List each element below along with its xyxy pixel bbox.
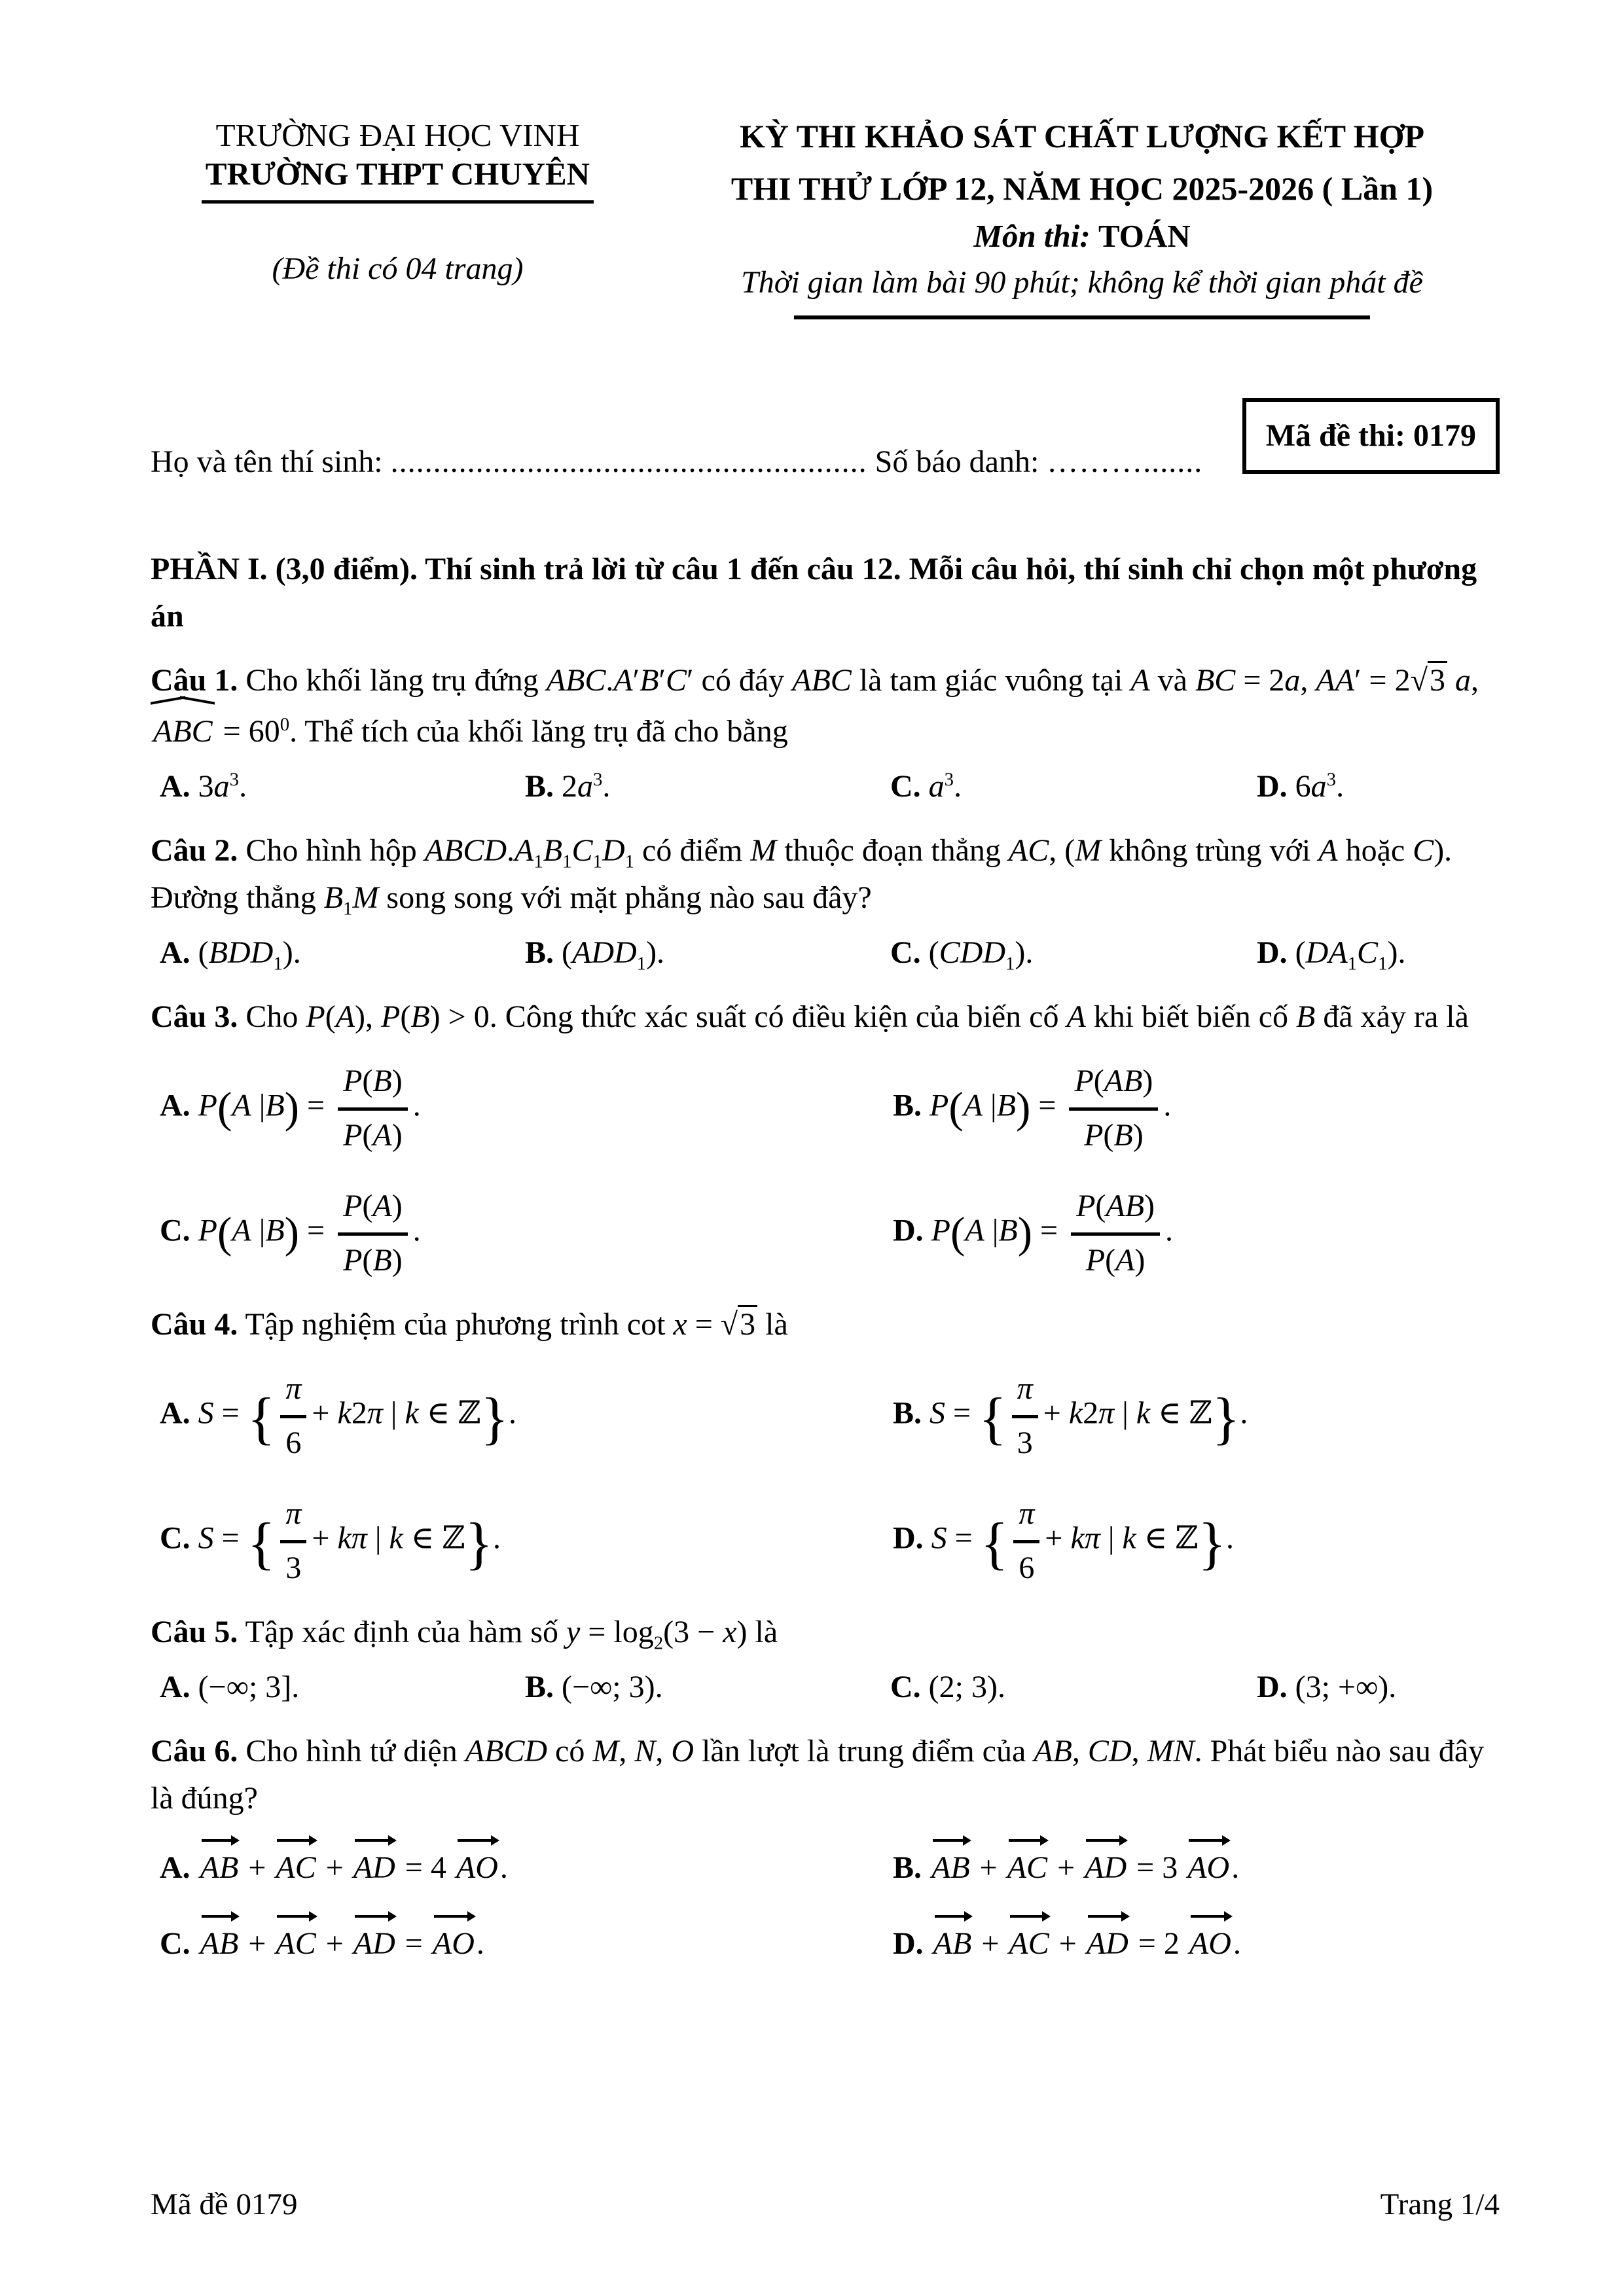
option-C: C. $a^3$. — [890, 769, 962, 804]
option-letter: A. — [160, 769, 190, 804]
option-letter: B. — [525, 1670, 554, 1705]
exam-title-line1: KỲ THI KHẢO SÁT CHẤT LƯỢNG KẾT HỢP — [739, 118, 1425, 154]
option-A: A. P(A |B) = $\frac{P(B)}{P(A)}$ . — [160, 1058, 893, 1159]
school-block — [151, 117, 645, 293]
option-letter: A. — [160, 1395, 190, 1431]
question-4 — [151, 1301, 1500, 1592]
school-name: TRƯỜNG THPT CHUYÊN — [151, 155, 645, 204]
option-letter: C. — [160, 1926, 190, 1962]
candidate-id-label: Số báo danh: — [875, 444, 1039, 480]
header-rule — [794, 315, 1370, 319]
option-D: D. $6a^3$. — [1257, 769, 1344, 804]
question-body: Câu 4. Tập nghiệm của phương trình cot x = √3 là — [151, 1301, 1500, 1348]
option-letter: C. — [890, 935, 921, 971]
question-6 — [151, 1728, 1500, 1967]
option-letter: B. — [525, 769, 554, 804]
option-letter: A. — [160, 1088, 190, 1123]
option-letter: C. — [890, 769, 921, 804]
option-letter: A. — [160, 935, 190, 971]
question-body: Câu 6. Cho hình tứ diện ABCD có M, N, O lần lượt là trung điểm của AB, CD, MN. Phát biểu nào sau đây là đúng? — [151, 1734, 1485, 1816]
question-2 — [151, 827, 1500, 977]
option-C: C. S = { $\frac{\pi}{3}$ + kπ | k ∈ ℤ}. — [160, 1490, 893, 1592]
page-footer — [151, 2181, 1500, 2228]
option-letter: B. — [893, 1850, 922, 1886]
question-label: Câu 6. — [151, 1734, 238, 1769]
candidate-name-label: Họ và tên thí sinh: — [151, 444, 383, 480]
option-C: C. (2; 3). — [890, 1670, 1005, 1705]
subject-line — [664, 217, 1500, 256]
option-A: A. AB + AC + AD = 4 AO. — [160, 1839, 893, 1892]
option-letter: B. — [893, 1395, 922, 1431]
option-letter: D. — [1257, 1670, 1288, 1705]
question-body: Câu 2. Cho hình hộp $ABCD.A_1B_1C_1D_1$ có điểm M thuộc đoạn thẳng AC, (M không trùng với A hoặc C). Đường thẳng $B_1M$ song song với mặt phẳng nào sau đây? — [151, 833, 1453, 920]
options — [151, 1365, 1500, 1592]
question-label: Câu 3. — [151, 999, 238, 1035]
option-D: D. P(A |B) = $\frac{P(AB)}{P(A)}$ . — [893, 1183, 1500, 1284]
question-label: Câu 5. — [151, 1615, 238, 1650]
options — [151, 1664, 1500, 1711]
option-D: D. (3; +∞). — [1257, 1670, 1397, 1705]
header — [151, 117, 1500, 319]
option-C: C. $(CDD_1)$. — [890, 935, 1034, 975]
option-letter: A. — [160, 1850, 190, 1886]
option-C: C. AB + AC + AD = AO. — [160, 1915, 893, 1967]
option-letter: D. — [893, 1520, 924, 1556]
option-letter: B. — [525, 935, 554, 971]
option-letter: D. — [1257, 769, 1288, 804]
option-letter: C. — [890, 1670, 921, 1705]
exam-title-block — [664, 117, 1500, 319]
option-A: A. (−∞; 3]. — [160, 1670, 300, 1705]
option-B: B. (−∞; 3). — [525, 1670, 663, 1705]
question-1 — [151, 657, 1500, 810]
option-D: D. AB + AC + AD = 2 AO. — [893, 1915, 1500, 1967]
page-count-note: (Đề thi có 04 trang) — [272, 251, 524, 286]
options — [151, 1058, 1500, 1284]
question-label: Câu 1. — [151, 663, 238, 698]
option-letter: C. — [160, 1520, 190, 1556]
option-D: D. $(DA_1C_1)$. — [1257, 935, 1406, 975]
option-letter: D. — [893, 1926, 924, 1962]
option-letter: B. — [893, 1088, 922, 1123]
footer-exam-code: Mã đề 0179 — [151, 2187, 298, 2221]
question-3 — [151, 994, 1500, 1284]
question-body: Câu 3. Cho P(A), P(B) > 0. Công thức xác suất có điều kiện của biến cố A khi biết biến cố B đã xảy ra là — [151, 999, 1469, 1035]
exam-title-line2: THI THỬ LỚP 12, NĂM HỌC 2025-2026 ( Lần 1) — [731, 170, 1434, 207]
candidate-id-dots: ………....... — [1047, 444, 1203, 480]
option-B: B. P(A |B) = $\frac{P(AB)}{P(B)}$ . — [893, 1058, 1500, 1159]
question-label: Câu 4. — [151, 1307, 238, 1342]
subject-label: Môn thi: — [973, 218, 1091, 254]
question-body: Câu 1. Cho khối lăng trụ đứng ABC.A′B′C′ có đáy ABC là tam giác vuông tại A và BC = 2a, AA′ = 2√3 a, ABC = $60^0$. Thể tích của khối lăng trụ đã cho bằng — [151, 657, 1500, 755]
question-5 — [151, 1609, 1500, 1711]
candidate-name-dots: ........................................................ — [390, 444, 867, 480]
option-C: C. P(A |B) = $\frac{P(A)}{P(B)}$ . — [160, 1183, 893, 1284]
question-body: Câu 5. Tập xác định của hàm số $y = \log_2(3 - x)$ là — [151, 1615, 778, 1654]
option-D: D. S = { $\frac{\pi}{6}$ + kπ | k ∈ ℤ}. — [893, 1490, 1500, 1592]
option-B: B. $(ADD_1)$. — [525, 935, 665, 975]
option-B: B. AB + AC + AD = 3 AO. — [893, 1839, 1500, 1892]
option-B: B. $2a^3$. — [525, 769, 611, 804]
options — [151, 929, 1500, 977]
part1-heading: PHẦN I. (3,0 điểm). Thí sinh trả lời từ câu 1 đến câu 12. Mỗi câu hỏi, thí sinh chỉ chọn một phương án — [151, 552, 1477, 634]
university-name: TRƯỜNG ĐẠI HỌC VINH — [215, 117, 580, 153]
option-B: B. S = { $\frac{\pi}{3}$ + k2π | k ∈ ℤ}. — [893, 1365, 1500, 1467]
option-A: A. S = { $\frac{\pi}{6}$ + k2π | k ∈ ℤ}. — [160, 1365, 893, 1467]
option-letter: A. — [160, 1670, 190, 1705]
option-letter: D. — [1257, 935, 1288, 971]
subject-name: TOÁN — [1098, 218, 1191, 254]
option-A: A. $3a^3$. — [160, 769, 247, 804]
footer-page-number: Trang 1/4 — [1380, 2187, 1500, 2221]
questions — [151, 640, 1500, 1967]
exam-code-box: Mã đề thi: 0179 — [1242, 398, 1500, 474]
option-A: A. $(BDD_1)$. — [160, 935, 301, 975]
option-letter: D. — [893, 1213, 924, 1248]
question-label: Câu 2. — [151, 833, 238, 869]
duration-note: Thời gian làm bài 90 phút; không kể thời gian phát đề — [741, 264, 1423, 300]
option-letter: C. — [160, 1213, 190, 1248]
options — [151, 763, 1500, 810]
options — [151, 1839, 1500, 1967]
candidate-row — [151, 418, 1500, 486]
